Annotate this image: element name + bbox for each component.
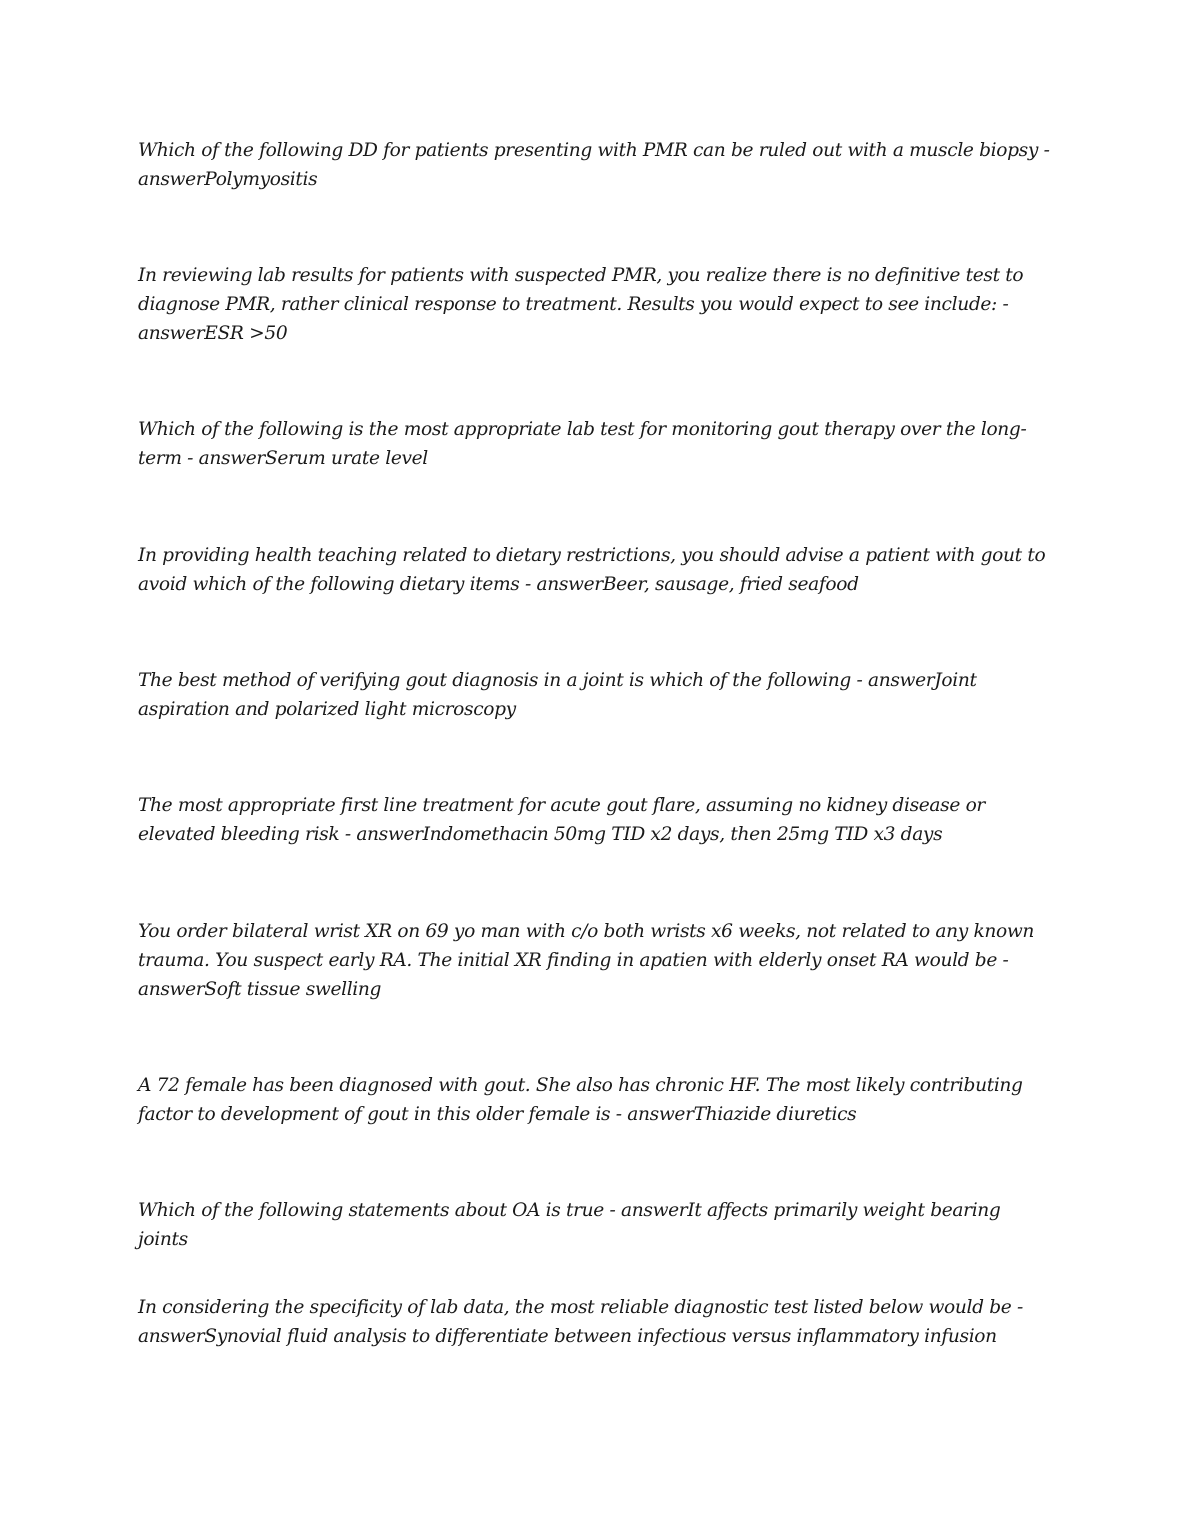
- qa-entry-3: Which of the following is the most appropriate lab test for monitoring gout therapy over the long-term - answerSerum urate level: [138, 419, 1027, 469]
- qa-entry-9: Which of the following statements about OA is true - answerIt affects primarily weight bearing joints: [138, 1200, 1001, 1250]
- qa-entry-4: In providing health teaching related to dietary restrictions, you should advise a patient with gout to avoid which of the following dietary items - answerBeer, sausage, fried seafood: [138, 545, 1046, 595]
- qa-entry-2: In reviewing lab results for patients with suspected PMR, you realize there is no definitive test to diagnose PMR, rather clinical response to treatment. Results you would expect to see include: - answerESR >50: [138, 265, 1024, 344]
- qa-entry-8: A 72 female has been diagnosed with gout. She also has chronic HF. The most likely contributing factor to development of gout in this older female is - answerThiazide diuretics: [138, 1075, 1023, 1125]
- qa-entry-6: The most appropriate first line treatment for acute gout flare, assuming no kidney disease or elevated bleeding risk - answerIndomethacin 50mg TID x2 days, then 25mg TID x3 days: [138, 795, 985, 845]
- qa-entry-1: Which of the following DD for patients presenting with PMR can be ruled out with a muscle biopsy - answerPolymyositis: [138, 140, 1050, 190]
- qa-entry-7: You order bilateral wrist XR on 69 yo man with c/o both wrists x6 weeks, not related to any known trauma. You suspect early RA. The initial XR finding in apatien with elderly onset RA would be - answerSoft tissue swelling: [138, 921, 1035, 1000]
- qa-entry-5: The best method of verifying gout diagnosis in a joint is which of the following - answerJoint aspiration and polarized light microscopy: [138, 670, 977, 720]
- qa-entry-10: In considering the specificity of lab data, the most reliable diagnostic test listed below would be - answerSynovial fluid analysis to differentiate between infectious versus inflammatory infusion: [138, 1297, 1023, 1347]
